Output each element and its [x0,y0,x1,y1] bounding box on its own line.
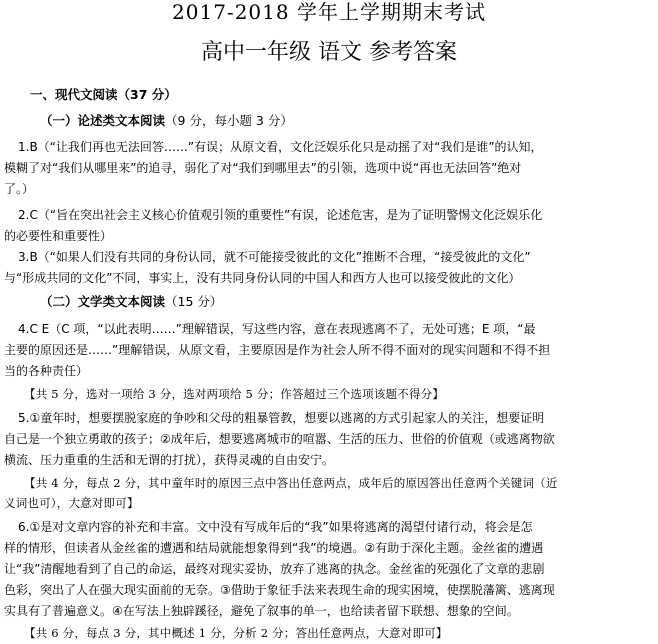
answer-line: 3.B（“如果人们没有共同的身份认同，就不可能接受彼此的文化”推断不合理，“接受彼此的文化” [18,250,531,264]
answer-line: 1.B（“让我们再也无法回答……”有误；从原文看，文化泛娱乐化只是动摇了对“我们是谁”的认知， [18,140,543,154]
answer-line: 实具有了普遍意义。④在写法上独辟蹊径，避免了叙事的单一，也给读者留下联想、想象的空间。 [4,604,519,618]
answer-line: 6.①是对文章内容的补充和丰富。文中没有写成年后的“我”如果将逃离的渴望付诸行动，将会是怎 [18,520,533,534]
answer-line: 主要的原因还是……”理解错误，从原文看，主要原因是作为社会人所不得不面对的现实问题和不得不担 [4,343,551,357]
answer-line: 让“我”清醒地看到了自己的命运，最终对现实妥协，放弃了逃离的执念。金丝雀的死强化了文章的悲剧 [4,562,545,576]
part-heading-score: （9 分，每小题 3 分） [165,113,293,128]
answer-line: 了。） [4,182,35,196]
exam-title: 2017-2018 学年上学期期末考试 [172,0,486,24]
part-heading-score: （15 分） [165,294,223,309]
answer-line: 与“形成共同的文化”不同，事实上，没有共同身份认同的中国人和西方人也可以接受彼此的文化） [4,271,521,285]
scoring-note: 【共 5 分，选对一项给 3 分，选对两项给 5 分；作答超过三个选项该题不得分】 [24,387,445,401]
page-subtitle: 高中一年级 语文 参考答案 [201,40,457,65]
answer-line: 自己是一个独立勇敢的孩子；②成年后，想要逃离城市的喧嚣、生活的压力、世俗的价值观（或逃离物欲 [4,432,555,446]
answer-line: 色彩，突出了人在强大现实面前的无奈。③借助于象征手法来表现生命的现实困境，使摆脱藩篱、逃离现 [4,583,555,597]
scoring-note: 【共 6 分，每点 3 分，其中概述 1 分，分析 2 分；答出任意两点，大意对即可】 [24,626,448,640]
answer-line: 2.C（“旨在突出社会主义核心价值观引领的重要性”有误，论述危害，是为了证明警惕文化泛娱乐化 [18,208,543,222]
answer-line: 横流、压力重重的生活和无谓的打扰），获得灵魂的自由安宁。 [4,453,335,467]
section-heading: 一、现代文阅读（37 分） [30,87,177,102]
part-heading-label: （二）文学类文本阅读 [40,294,166,309]
answer-line: 4.C E（C 项，“以此表明……”理解错误，写这些内容，意在表现逃离不了，无处可逃；E 项，“最 [18,322,536,336]
part-heading-label: （一）论述类文本阅读 [40,113,166,128]
answer-line: 5.①童年时，想要摆脱家庭的争吵和父母的粗暴管教，想要以逃离的方式引起家人的关注，想要证明 [18,411,545,425]
answer-line: 当的各种责任） [4,364,89,378]
answer-line: 模糊了对“我们从哪里来”的追寻，弱化了对“我们到哪里去”的引领，选项中说“再也无法回答”绝对 [4,161,522,175]
answer-line: 样的情形，但读者从金丝雀的遭遇和结局就能想象得到“我”的境遇。②有助于深化主题。金丝雀的遭遇 [4,541,544,555]
scoring-note: 义词也可），大意对即可】 [4,496,139,510]
part-heading-argumentative [0,112,658,130]
answer-line: 的必要性和重要性） [4,229,113,243]
part-heading-literary [0,293,658,311]
scoring-note: 【共 4 分，每点 2 分，其中童年时的原因三点中答出任意两点，成年后的原因答出任意两个关键词（近 [24,476,558,490]
